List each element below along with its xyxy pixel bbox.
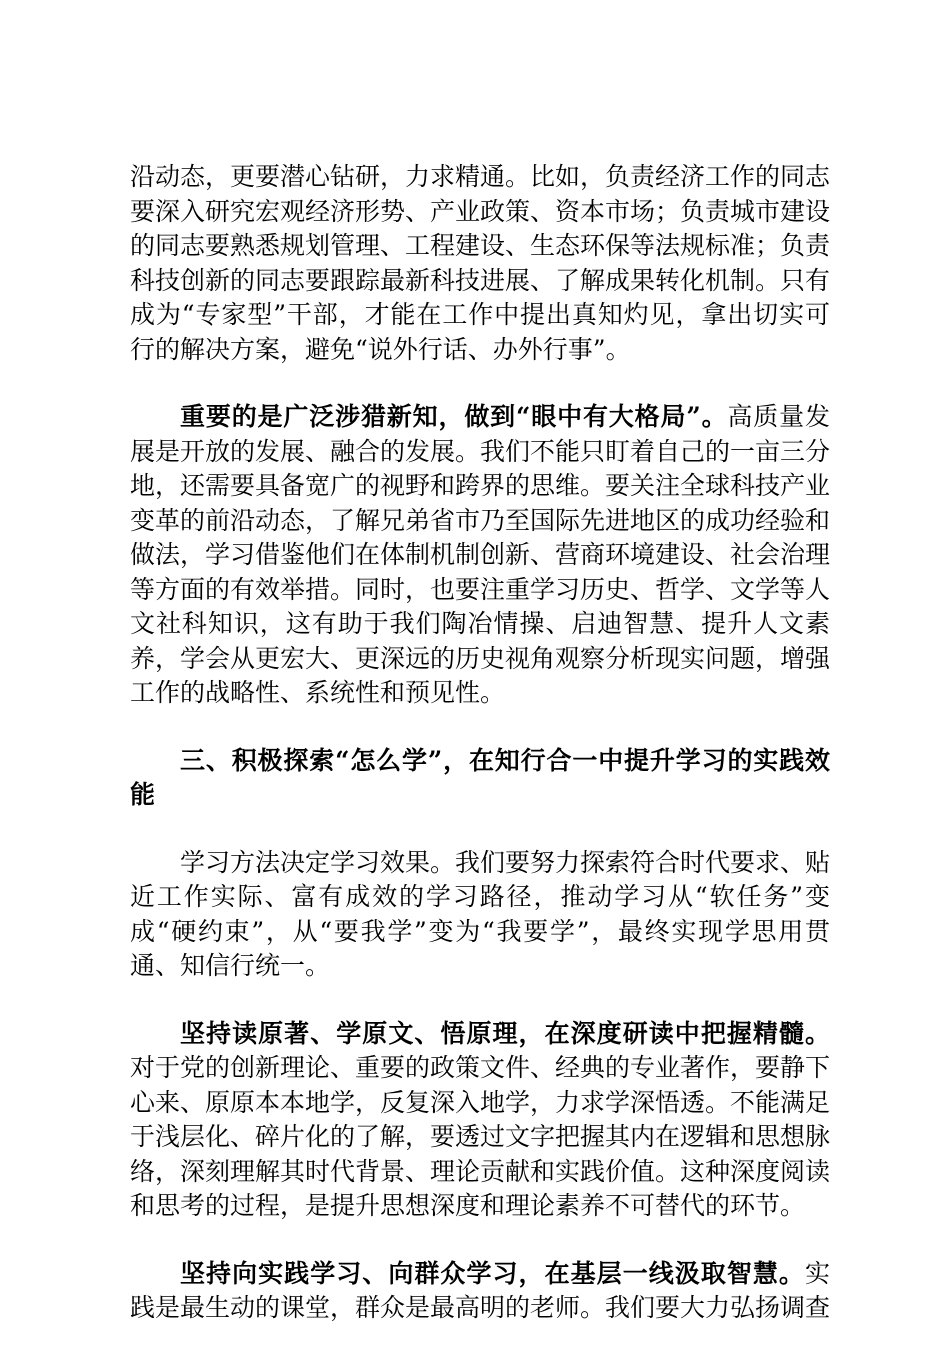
paragraph-2-text: 高质量发展是开放的发展、融合的发展。我们不能只盯着自己的一亩三分地，还需要具备宽广的视野和跨界的思维。要关注全球科技产业变革的前沿动态，了解兄弟省市乃至国际先进地区的成功经验和做法，学习借鉴他们在体制机制创新、营商环境建设、社会治理等方面的有效举措。同时，也要注重学习历史、哲学、文学等人文社科知识，这有助于我们陶冶情操、启迪智慧、提升人文素养，学会从更宏大、更深远的历史视角观察分析现实问题，增强工作的战略性、系统性和预见性。 [130,402,831,707]
paragraph-5-text: 对于党的创新理论、重要的政策文件、经典的专业著作，要静下心来、原原本本地学，反复深入地学，力求学深悟透。不能满足于浅层化、碎片化的了解，要透过文字把握其内在逻辑和思想脉络，深刻理解其时代背景、理论贡献和实践价值。这种深度阅读和思考的过程，是提升思想深度和理论素养不可替代的环节。 [130,1053,831,1220]
paragraph-1-text: 沿动态，更要潜心钻研，力求精通。比如，负责经济工作的同志要深入研究宏观经济形势、产业政策、资本市场；负责城市建设的同志要熟悉规划管理、工程建设、生态环保等法规标准；负责科技创新的同志要跟踪最新科技进展、了解成果转化机制。只有成为“专家型”干部，才能在工作中提出真知灼见，拿出切实可行的解决方案，避免“说外行话、办外行事”。 [130,162,831,364]
section-heading-3-text: 三、积极探索“怎么学”，在知行合一中提升学习的实践效能 [130,745,830,809]
paragraph-2-lead: 重要的是广泛涉猎新知，做到“眼中有大格局”。 [180,402,728,431]
paragraph-6-text: 实践是最生动的课堂，群众是最高明的老师。我们要大力弘扬调查 [130,1258,831,1322]
paragraph-6-lead: 坚持向实践学习、向群众学习，在基层一线汲取智慧。 [180,1258,805,1288]
paragraph-2 [130,400,830,711]
paragraph-5-lead: 坚持读原著、学原文、悟原理，在深度研读中把握精髓。 [180,1018,830,1048]
paragraph-1 [130,160,830,367]
section-heading-3 [130,744,830,813]
paragraph-4-text: 学习方法决定学习效果。我们要努力探索符合时代要求、贴近工作实际、富有成效的学习路径，推动学习从“软任务”变成“硬约束”，从“要我学”变为“我要学”，最终实现学思用贯通、知信行统一。 [130,847,831,980]
paragraph-5 [130,1017,830,1224]
paragraph-6 [130,1257,830,1326]
document-page [130,160,830,1359]
paragraph-4 [130,846,830,984]
